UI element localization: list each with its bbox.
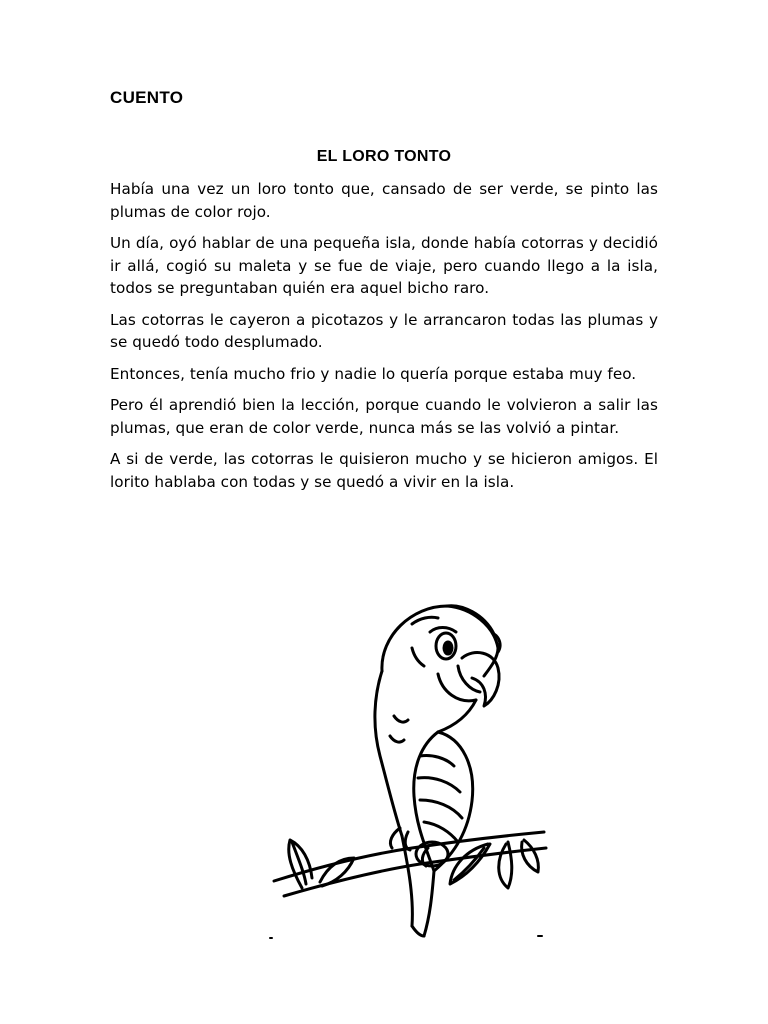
story-paragraph: Las cotorras le cayeron a picotazos y le arrancaron todas las plumas y se quedó todo desplumado. bbox=[110, 310, 658, 351]
story-paragraph: Había una vez un loro tonto que, cansado de ser verde, se pinto las plumas de color rojo. bbox=[110, 180, 658, 221]
story-paragraph: A si de verde, las cotorras le quisieron mucho y se hicieron amigos. El lorito hablaba con todas y se quedó a vivir en la isla. bbox=[110, 450, 658, 491]
story-paragraph: Pero él aprendió bien la lección, porque cuando le volvieron a salir las plumas, que eran de color verde, nunca más se las volvió a pintar. bbox=[110, 396, 658, 437]
section-label: CUENTO bbox=[110, 88, 184, 107]
story-paragraph: Un día, oyó hablar de una pequeña isla, donde había cotorras y decidió ir allá, cogió su maleta y se fue de viaje, pero cuando llego a la isla, todos se preguntaban quién era aquel bicho raro. bbox=[110, 234, 658, 297]
parrot-on-branch-icon bbox=[262, 596, 552, 946]
story-paragraph: Entonces, tenía mucho frio y nadie lo quería porque estaba muy feo. bbox=[110, 364, 637, 383]
story-title bbox=[0, 148, 768, 166]
parrot-illustration bbox=[262, 596, 552, 946]
story-title-text: EL LORO TONTO bbox=[316, 148, 452, 165]
story-body bbox=[110, 178, 658, 502]
